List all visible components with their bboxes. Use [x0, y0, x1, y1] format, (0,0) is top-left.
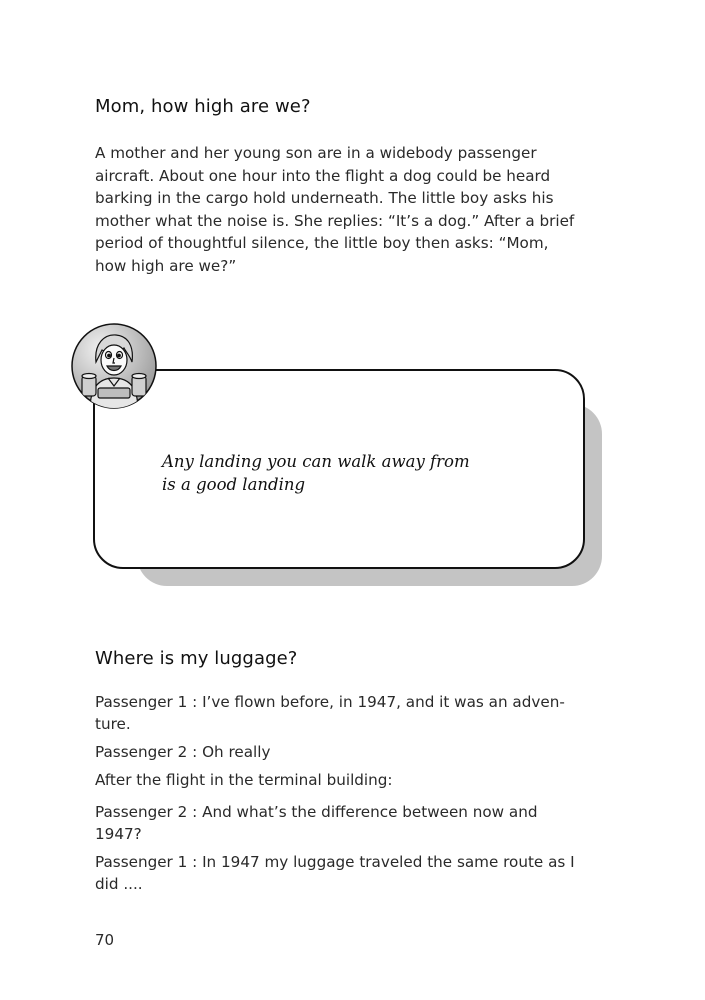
dialog-line-3: After the flight in the terminal building: — [95, 771, 393, 789]
quote-text: Any landing you can walk away from is a good landing — [162, 452, 470, 494]
dialog-line — [95, 801, 585, 855]
dialog-line-2: Passenger 2 : Oh really — [95, 743, 271, 761]
dialog-line-5: Passenger 1 : In 1947 my luggage traveled the same route as I did .... — [95, 853, 575, 893]
dialog-line-1: Passenger 1 : I’ve flown before, in 1947, and it was an adven-ture. — [95, 693, 565, 733]
dialog-line — [95, 851, 585, 905]
dialog-line — [95, 691, 585, 745]
section-heading-mom-how-high: Mom, how high are we? — [95, 96, 311, 117]
page-number: 70 — [95, 931, 115, 949]
cartoon-woman-icon — [70, 322, 158, 410]
dialog-line — [95, 769, 585, 801]
story-paragraph: A mother and her young son are in a widebody passenger aircraft. About one hour into the flight a dog could be heard barking in the cargo hold underneath. The little boy asks his mother what the noise is. She replies: “It’s a dog.” After a brief period of thoughtful silence, the little boy then asks: “Mom, how high are we?” — [95, 144, 575, 275]
section-heading-where-is-my-luggage: Where is my luggage? — [95, 648, 298, 669]
dialog-line-4: Passenger 2 : And what’s the difference between now and 1947? — [95, 803, 538, 843]
